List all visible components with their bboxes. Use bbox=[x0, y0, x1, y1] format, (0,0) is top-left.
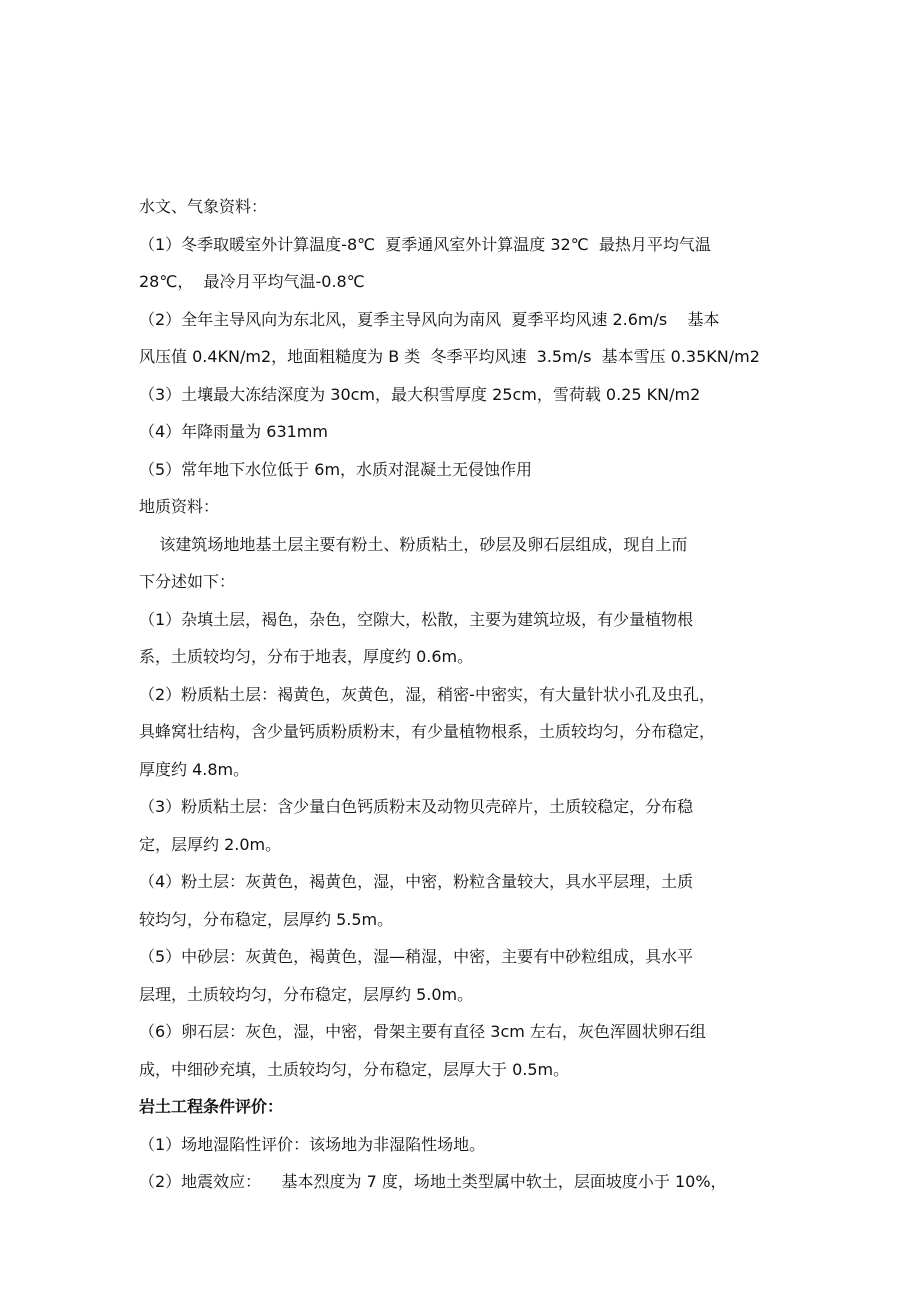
text-line: （2）粉质粘土层：褐黄色，灰黄色，湿，稍密-中密实，有大量针状小孔及虫孔， bbox=[139, 684, 715, 704]
text-line: （5）常年地下水位低于 6m，水质对混凝土无侵蚀作用 bbox=[139, 459, 533, 479]
text-line: 定，层厚约 2.0m。 bbox=[139, 834, 282, 854]
text-line: 具蜂窝壮结构，含少量钙质粉质粉末，有少量植物根系，土质较均匀，分布稳定， bbox=[139, 722, 716, 741]
text-line: 层理，土质较均匀，分布稳定，层厚约 5.0m。 bbox=[139, 984, 474, 1004]
text-line: （1）杂填土层，褐色，杂色，空隙大，松散，主要为建筑垃圾，有少量植物根 bbox=[139, 609, 694, 629]
document-page bbox=[139, 188, 794, 1201]
text-line: （6）卵石层：灰色，湿，中密，骨架主要有直径 3cm 左右，灰色浑圆状卵石组 bbox=[139, 1022, 706, 1041]
heading-geology: 地质资料： bbox=[139, 497, 220, 516]
text-line: 风压值 0.4KN/m2，地面粗糙度为 B 类 冬季平均风速 3.5m/s 基本雪压 0.35KN/m2 bbox=[139, 347, 760, 366]
text-line: 成，中细砂充填，土质较均匀，分布稳定，层厚大于 0.5m。 bbox=[139, 1059, 570, 1079]
text-line: （1）场地湿陷性评价：该场地为非湿陷性场地。 bbox=[139, 1134, 486, 1154]
text-line: 下分述如下： bbox=[139, 572, 236, 591]
text-line: （4）粉土层：灰黄色，褐黄色，湿，中密，粉粒含量较大，具水平层理，土质 bbox=[139, 872, 694, 891]
text-line: 该建筑场地地基土层主要有粉土、粉质粘土，砂层及卵石层组成，现自上而 bbox=[139, 534, 688, 554]
text-line: （1）冬季取暖室外计算温度-8℃ 夏季通风室外计算温度 32℃ 最热月平均气温 bbox=[139, 234, 711, 254]
text-line: （5）中砂层：灰黄色，褐黄色，湿—稍湿，中密，主要有中砂粒组成，具水平 bbox=[139, 947, 694, 966]
text-line: （4）年降雨量为 631mm bbox=[139, 422, 328, 441]
text-line: （3）粉质粘土层：含少量白色钙质粉末及动物贝壳碎片，土质较稳定，分布稳 bbox=[139, 797, 694, 816]
text-line: （3）土壤最大冻结深度为 30cm，最大积雪厚度 25cm，雪荷载 0.25 KN/m2 bbox=[139, 384, 701, 404]
text-line: （2）地震效应： 基本烈度为 7 度，场地土类型属中软土，层面坡度小于 10%， bbox=[139, 1172, 727, 1191]
text-line: 较均匀，分布稳定，层厚约 5.5m。 bbox=[139, 909, 394, 929]
text-line: 系，土质较均匀，分布于地表，厚度约 0.6m。 bbox=[139, 647, 474, 666]
text-line: 厚度约 4.8m。 bbox=[139, 759, 250, 779]
heading-hydrology-weather: 水文、气象资料： bbox=[139, 197, 268, 216]
text-line: 28℃， 最冷月平均气温-0.8℃ bbox=[139, 272, 365, 291]
heading-geotechnical-evaluation: 岩土工程条件评价： bbox=[139, 1097, 284, 1116]
text-line: （2）全年主导风向为东北风，夏季主导风向为南风 夏季平均风速 2.6m/s 基本 bbox=[139, 309, 720, 329]
